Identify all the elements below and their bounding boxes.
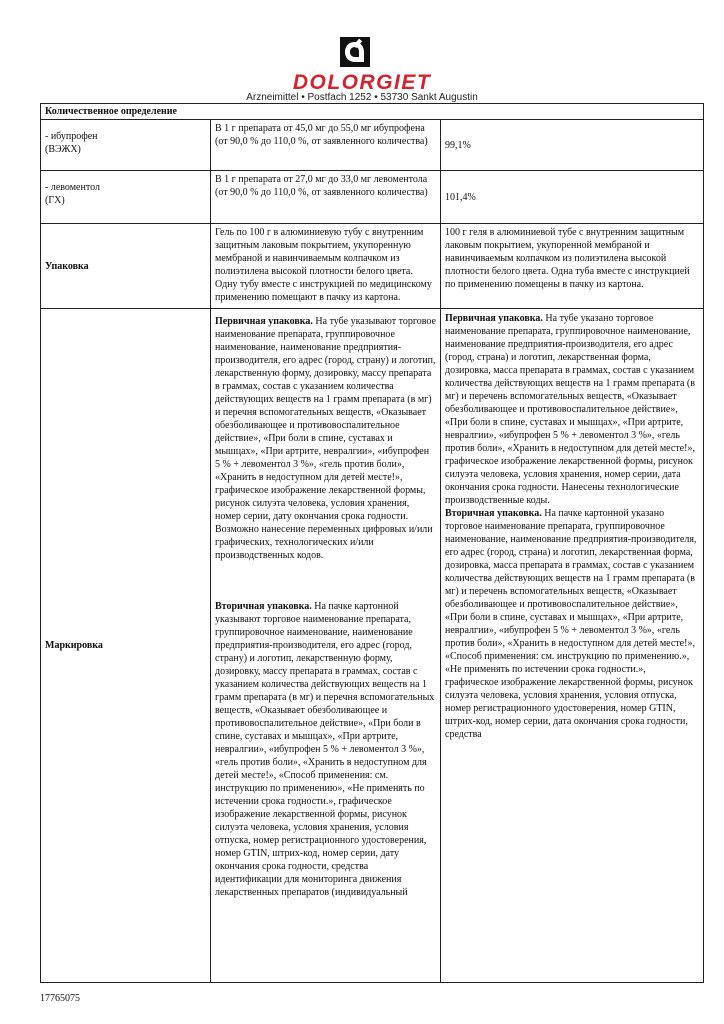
levomenthol-spec: В 1 г препарата от 27,0 мг до 33,0 мг левоментола (от 90,0 % до 110,0 %, от заявленного количества) (215, 174, 428, 198)
secondary-text-result: На пачке картонной указано торговое наименование препарата, группировочное наименование, наименование предприятия-производителя, его адрес (город, страна) и логотип, лекарственная форма, дозировка, масса препарата в граммах, состав с указанием количества действующих веществ на 1 грамм препарата (в мг) и перечень вспомогательных веществ, «Оказывает обезболивающее и противовоспалительное действие», «При боли в спине, суставах и мышцах», «При артрите, невралгии», «ибупрофен 5 % + левоментол 3 %», «гель против боли», «Хранить в недоступном для детей месте!», «Способ применения: см. инструкцию по применению.», «Не применять по истечении срока годности.», графическое изображение лекарственной формы, рисунок силуэта человека, условия хранения, условия отпуска, номер регистрационного удостоверения, номер GTIN, штрих-код, номер серии, дата окончания срока годности, средства (445, 508, 697, 740)
table-row-labeling (41, 309, 704, 983)
levomenthol-result: 101,4% (445, 191, 476, 203)
company-address: Arzneimittel • Postfach 1252 • 53730 Sankt Augustin (246, 92, 478, 103)
table-row-quant-title (41, 104, 704, 120)
primary-text-result: На тубе указано торговое наименование препарата, группировочное наименование, наименование предприятия-производителя, его адрес (город, страна) и логотип, лекарственная форма, дозировка, масса препарата в граммах, состав с указанием количества действующих веществ на 1 грамм препарата (в мг) и перечень вспомогательных веществ, «Оказывает обезболивающее и противовоспалительное действие», «При боли в спине, суставах и мышцах», «При артрите, невралгии», «ибупрофен 5 % + левоментол 3 %», «гель против боли», «Хранить в недоступном для детей месте!», графическое изображение лекарственной формы, рисунок силуэта человека, условия хранения, номер серии, дата окончания срока годности. Нанесены технологические производственные коды. (445, 313, 695, 506)
document-number: 17765075 (40, 993, 80, 1004)
primary-packaging-spec (215, 315, 436, 562)
packaging-spec: Гель по 100 г в алюминиевую тубу с внутренним защитным лаковым покрытием, укупоренную мембраной и навинчиваемым колпачком из полиэтилена высокой плотности белого цвета. Одну тубу вместе с инструкцией по медицинскому применению помещают в пачку из картона. (215, 227, 432, 303)
quant-title: Количественное определение (45, 106, 177, 117)
dolorgiet-logo (340, 37, 370, 67)
secondary-title-result: Вторичная упаковка. (445, 508, 542, 519)
secondary-title-spec: Вторичная упаковка. (215, 601, 312, 612)
primary-title-spec: Первичная упаковка. (215, 316, 313, 327)
ibuprofen-method: (ВЭЖХ) (45, 144, 81, 155)
packaging-label: Упаковка (45, 260, 89, 272)
table-row-packaging (41, 224, 704, 309)
primary-packaging-result (445, 312, 699, 507)
primary-text-spec: На тубе указывают торговое наименование препарата, группировочное наименование, наименование предприятия-производителя, его адрес (город, страну) и логотип, лекарственную форму, дозировку, массу препарата в граммах, состав с указанием количества действующих веществ на 1 грамм препарата (в мг) и перечня вспомогательных веществ, «Оказывает обезболивающее и противовоспалительное действие», «При боли в спине, суставах и мышцах», «При артрите, невралгии», «ибупрофен 5 % + левоментол 3 %», «гель против боли», «Хранить в недоступном для детей месте!», графическое изображение лекарственной формы, рисунок силуэта человека, условия хранения, номер серии, дату окончания срока годности. Возможно нанесение переменных цифровых и/или графических, технологических и/или производственных кодов. (215, 316, 436, 561)
secondary-packaging-spec (215, 600, 436, 899)
ibuprofen-label: - ибупрофен (45, 131, 98, 142)
table-row-levomenthol (41, 171, 704, 224)
secondary-text-spec: На пачке картонной указывают торговое наименование препарата, группировочное наименование, наименование предприятия-производителя, его адрес (город, страну) и логотип, лекарственную форму, дозировку, массу препарата в граммах, состав с указанием количества действующих веществ на 1 грамм препарата (в мг) и перечня вспомогательных веществ, «Оказывает обезболивающее и противовоспалительное действие», «При боли в спине, суставах и мышцах», «При артрите, невралгии», «ибупрофен 5 % + левоментол 3 %», «гель против боли», «Хранить в недоступном для детей месте!», «Способ применения: см. инструкцию по применению», «Не применять по истечении срока годности.», графическое изображение лекарственной формы, рисунок силуэта человека, условия хранения, условия отпуска, номер регистрационного удостоверения, номер GTIN, штрих-код, номер серии, дату окончания срока годности, средства идентификации для мониторинга движения лекарственных препаратов (индивидуальный (215, 601, 435, 898)
packaging-result: 100 г геля в алюминиевой тубе с внутренним защитным лаковым покрытием, укупоренной мембраной и навинчиваемым колпачком из полиэтилена высокой плотности белого цвета. Одна туба вместе с инструкцией по применению помещены в пачку из картона. (445, 227, 690, 290)
labeling-label: Маркировка (45, 640, 103, 651)
levomenthol-label: - левоментол (45, 182, 100, 193)
spec-table (40, 103, 704, 983)
brand-name: DOLORGIET (292, 71, 432, 94)
levomenthol-method: (ГХ) (45, 195, 65, 206)
ibuprofen-result: 99,1% (445, 139, 471, 151)
ibuprofen-spec: В 1 г препарата от 45,0 мг до 55,0 мг ибупрофена (от 90,0 % до 110,0 %, от заявленного количества) (215, 123, 428, 147)
secondary-packaging-result (445, 507, 699, 741)
table-row-ibuprofen (41, 120, 704, 171)
primary-title-result: Первичная упаковка. (445, 313, 543, 324)
